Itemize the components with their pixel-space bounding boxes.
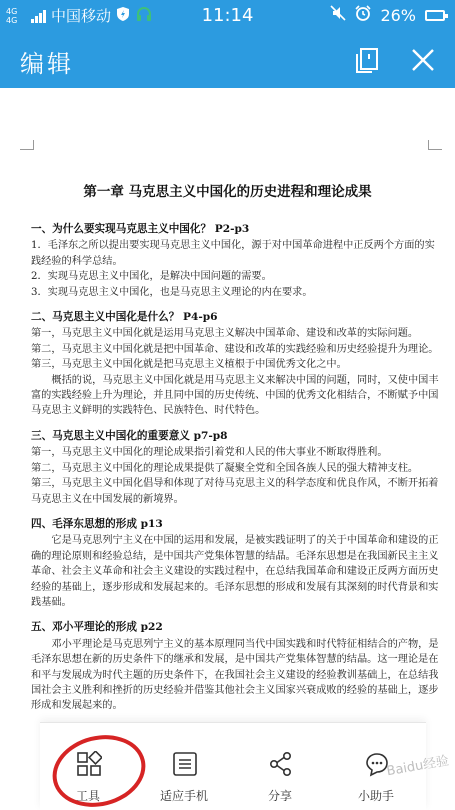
tool-label: 分享 (267, 789, 292, 803)
list-icon (172, 751, 198, 777)
paragraph: 它是马克思列宁主义在中国的运用和发展，是被实践证明了的关于中国革命和建设的正确的理论原则和经验总结，是中国共产党集体智慧的结晶。毛泽东思想是在我国新民主主义革命、社会主义革命和社会主义建设的实践过程中，在总结我国革命和建设正反两方面历史经验的基础上，逐步形成和发展起来的。毛泽东思想的形成和发展有其深刻的时代背景和实践基础。 (31, 535, 439, 608)
status-bar (0, 0, 455, 32)
paragraph: 概括的说，马克思主义中国化就是用马克思主义来解决中国的问题，同时，又使中国丰富的实践经验上升为理论，并且同中国的历史传统、中国的优秀文化相结合，不断赋予中国马克思主义鲜明的实践特色、民族特色、时代特色。 (31, 374, 439, 417)
tool-label: 工具 (75, 789, 100, 803)
section-heading: 三、马克思主义中国化的重要意义 p7-p8 (31, 429, 228, 442)
carrier-name: 中国移动 (51, 7, 112, 25)
section-3 (31, 429, 439, 507)
crop-mark (428, 140, 442, 150)
document-page[interactable] (0, 88, 455, 810)
paragraph: 第三，马克思主义中国化倡导和体现了对待马克思主义的科学态度和优良作风，不断开拓着马克思主义在中国发展的新境界。 (31, 478, 439, 505)
app-bar (0, 32, 455, 88)
tool-label: 小助手 (357, 789, 394, 803)
paragraph: 第一，马克思主义中国化就是运用马克思主义解决中国革命、建设和改革的实际问题。 (31, 328, 419, 340)
page-title: 编辑 (20, 50, 74, 78)
document-title: 第一章 马克思主义中国化的历史进程和理论成果 (83, 184, 372, 200)
paragraph: 3．实现马克思主义中国化，也是马克思主义理论的内在要求。 (31, 286, 313, 298)
section-1 (31, 222, 439, 300)
network-indicator: 4G 4G (6, 6, 18, 25)
share-icon (268, 751, 294, 777)
paragraph: 邓小平理论是马克思列宁主义的基本原理同当代中国实践和时代特征相结合的产物，是毛泽东思想在新的历史条件下的继承和发展，是中国共产党集体智慧的结晶。这一理论是在和平与发展成为时代主题的历史条件下，在我国社会主义建设的经验教训基础上，在总结我国社会主义胜利和挫折的历史经验并借鉴其他社会主义国家兴衰成败的经验的基础上，逐步形成和发展起来的。 (31, 638, 439, 712)
section-4 (31, 517, 439, 610)
tool-label: 适应手机 (159, 789, 208, 803)
status-right (330, 5, 445, 25)
paragraph: 1．毛泽东之所以提出要实现马克思主义中国化，源于对中国革命进程中正反两个方面的实践经验的科学总结。 (31, 240, 435, 267)
paragraph: 第二，马克思主义中国化的理论成果提供了凝聚全党和全国各族人民的强大精神支柱。 (31, 462, 419, 474)
battery-icon (425, 10, 445, 21)
crop-mark (20, 140, 34, 150)
close-icon (408, 45, 438, 75)
section-heading: 二、马克思主义中国化是什么？ P4-p6 (31, 311, 218, 324)
paragraph: 第三，马克思主义中国化就是把马克思主义植根于中国优秀文化之中。 (31, 359, 347, 371)
section-5 (31, 620, 439, 713)
watermark: Baidu经验 (385, 753, 451, 780)
section-heading: 一、为什么要实现马克思主义中国化？ P2-p3 (31, 223, 250, 235)
close-button[interactable] (408, 45, 438, 75)
copy-button[interactable] (352, 45, 382, 75)
status-time: 11:14 (201, 5, 254, 26)
alarm-icon (355, 5, 371, 25)
mute-icon (330, 5, 346, 25)
paragraph: 2．实现马克思主义中国化，是解决中国问题的需要。 (31, 271, 272, 283)
copy-icon (352, 45, 382, 75)
section-heading: 四、毛泽东思想的形成 p13 (31, 517, 163, 530)
paragraph: 第一，马克思主义中国化的理论成果指引着党和人民的伟大事业不断取得胜利。 (31, 447, 388, 459)
section-heading: 五、邓小平理论的形成 p22 (31, 621, 163, 634)
section-2 (31, 310, 439, 419)
battery-level: 26% (380, 5, 416, 25)
document-body (31, 222, 439, 724)
fit-phone-button[interactable] (136, 723, 232, 810)
share-button[interactable] (232, 723, 328, 810)
paragraph: 第二，马克思主义中国化就是把中国革命、建设和改革的实践经验和历史经验提升为理论。 (31, 343, 439, 355)
